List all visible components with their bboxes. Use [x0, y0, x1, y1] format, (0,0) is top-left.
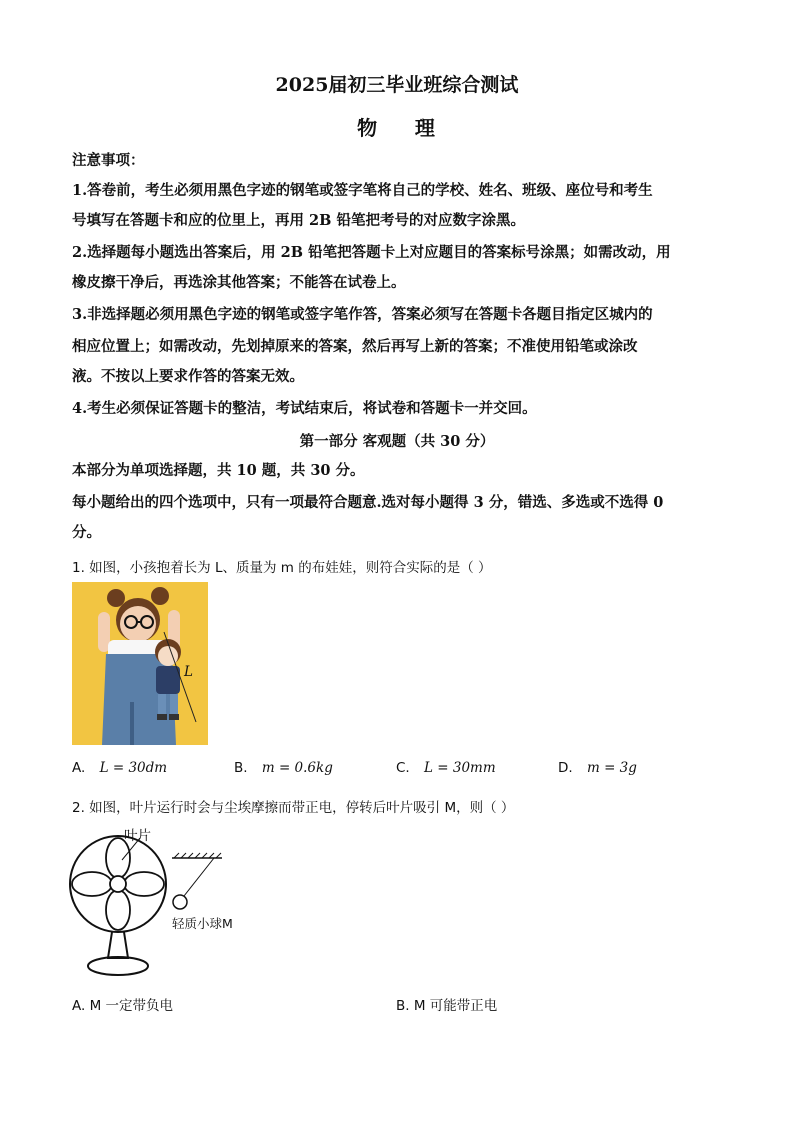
notice-line: 橡皮擦干净后，再选涂其他答案；不能答在试卷上。 [72, 274, 406, 291]
subject-title: 物 理 [357, 116, 437, 140]
part1-desc: 分。 [72, 524, 101, 541]
option-letter: C. [396, 760, 410, 776]
notice-line: 1.答卷前，考生必须用黑色字迹的钢笔或签字笔将自己的学校、姓名、班级、座位号和考生 [72, 182, 653, 199]
notice-heading: 注意事项： [72, 152, 145, 169]
part1-desc: 本部分为单项选择题，共 10 题，共 30 分。 [72, 462, 365, 479]
notice-line: 3.非选择题必须用黑色字迹的钢笔或签字笔作答，答案必须写在答题卡各题目指定区城内的 [72, 306, 653, 323]
q2-label-blade: 叶片 [124, 828, 151, 844]
q1-option-a [72, 760, 167, 776]
notice-line: 液。不按以上要求作答的答案无效。 [72, 368, 304, 385]
notice-line: 2.选择题每小题选出答案后，用 2B 铅笔把答题卡上对应题目的答案标号涂黑；如需改动，用 [72, 244, 671, 261]
exam-title: 2025届初三毕业班综合测试 [275, 74, 519, 96]
notice-line: 4.考生必须保证答题卡的整洁，考试结束后，将试卷和答题卡一并交回。 [72, 400, 537, 417]
q1-figure-label-L: L [184, 664, 193, 680]
q2-stem: 2. 如图，叶片运行时会与尘埃摩擦而带正电，停转后叶片吸引 M，则（ ） [72, 800, 515, 816]
option-expression: m = 3g [586, 760, 637, 776]
notice-line: 号填写在答题卡和应的位里上，再用 2B 铅笔把考号的对应数字涂黑。 [72, 212, 525, 229]
q1-option-c [396, 760, 496, 776]
option-letter: D. [558, 760, 573, 776]
q1-option-d [558, 760, 637, 776]
q2-option-b: B. M 可能带正电 [396, 998, 498, 1014]
notice-line: 相应位置上；如需改动，先划掉原来的答案，然后再写上新的答案；不准使用铅笔或涂改 [72, 338, 638, 355]
q2-label-ball: 轻质小球M [172, 916, 233, 931]
option-expression: L = 30mm [424, 760, 496, 776]
option-letter: B. [234, 760, 248, 776]
part1-desc: 每小题给出的四个选项中，只有一项最符合题意.选对每小题得 3 分，错选、多选或不选得 0 [72, 494, 664, 511]
option-letter: A. [72, 760, 86, 776]
option-expression: m = 0.6kg [261, 760, 333, 776]
q2-option-a: A. M 一定带负电 [72, 998, 174, 1014]
part1-heading: 第一部分 客观题（共 30 分） [299, 433, 495, 450]
q2-fan-diagram [60, 820, 260, 985]
q1-option-b [234, 760, 333, 776]
option-expression: L = 30dm [99, 760, 168, 776]
q1-stem: 1. 如图，小孩抱着长为 L、质量为 m 的布娃娃，则符合实际的是（ ） [72, 560, 492, 576]
